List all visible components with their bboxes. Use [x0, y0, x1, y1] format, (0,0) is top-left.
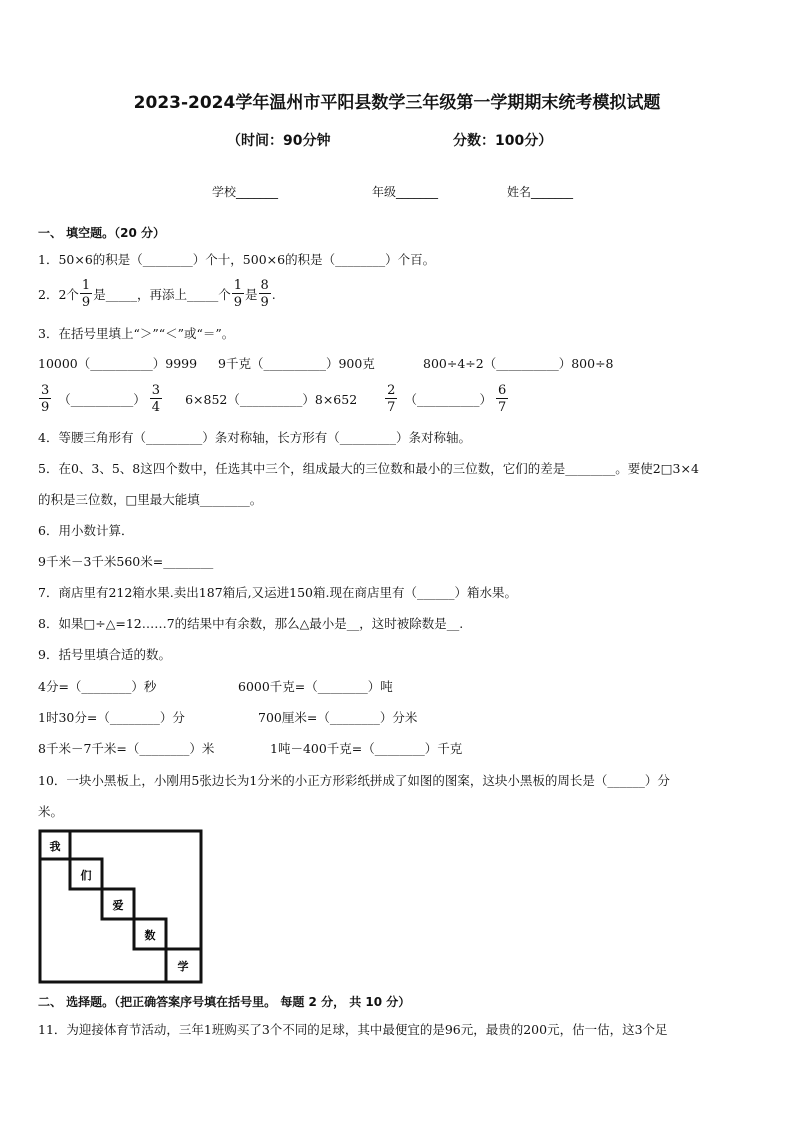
section-2-title: 二、 选择题。（把正确答案序号填在括号里。 每题 2 分， 共 10 分） [38, 995, 411, 1009]
q3-blank-c: （__________） [404, 392, 492, 407]
question-4: 4．等腰三角形有（_________）条对称轴，长方形有（_________）条对称轴。 [38, 430, 471, 445]
q9-item: 1吨－400千克=（________）千克 [270, 741, 463, 756]
square-char: 爱 [112, 899, 124, 912]
q3-compare-2: 9千克（__________）900克 [218, 356, 375, 371]
square-char: 我 [49, 840, 61, 853]
page-title: 2023-2024学年温州市平阳县数学三年级第一学期期末统考模拟试题 [133, 93, 661, 113]
q9-item: 4分=（________）秒 [38, 679, 157, 694]
fraction: $\frac{1}{9}$ [81, 278, 91, 310]
fraction: $\frac{1}{9}$ [233, 278, 242, 310]
question-1: 1．50×6的积是（________）个十，500×6的积是（________）个百。 [38, 252, 436, 267]
question-2 [38, 276, 276, 312]
q9-item: 8千米－7千米=（________）米 [38, 741, 215, 756]
q3-blank-a: （__________） [58, 392, 146, 407]
q3-compare-1: 10000（__________）9999 [38, 356, 198, 371]
q9-item: 6000千克=（________）吨 [238, 679, 393, 694]
q3-compare-3: 800÷4÷2（__________）800÷8 [423, 356, 614, 371]
question-8: 8．如果□÷△=12……7的结果中有余数，那么△最小是__，这时被除数是__. [38, 616, 464, 631]
question-6-line: 9千米－3千米560米=________ [38, 554, 214, 569]
exam-time: （时间：90分钟 [227, 133, 331, 149]
blackboard-figure [38, 829, 204, 985]
question-9-stem: 9．括号里填合适的数。 [38, 647, 171, 662]
q2-text-1: 2．2个 [38, 287, 79, 302]
fraction: $\frac{3}{4}$ [151, 383, 161, 415]
question-5-line-1: 5．在0、3、5、8这四个数中，任选其中三个，组成最大的三位数和最小的三位数，它们的差是________。要使2□3×4 [38, 461, 699, 476]
question-3-stem: 3．在括号里填上“＞”“＜”或“＝”。 [38, 326, 235, 341]
fraction: $\frac{2}{7}$ [387, 383, 396, 415]
q2-text-2: 是_____，再添上_____个 [93, 287, 231, 302]
question-10-line-1: 10．一块小黑板上，小刚用5张边长为1分米的小正方形彩纸拼成了如图的图案，这块小黑板的周长是（______）分 [38, 773, 670, 788]
fraction: $\frac{6}{7}$ [497, 383, 507, 415]
question-3-line-2 [38, 380, 509, 418]
q9-item: 1时30分=（________）分 [38, 710, 185, 725]
fraction: $\frac{3}{9}$ [41, 383, 50, 415]
q9-item: 700厘米=（________）分米 [258, 710, 418, 725]
fraction: $\frac{8}{9}$ [260, 278, 269, 310]
exam-score: 分数：100分） [453, 133, 553, 149]
name-field: 姓名_______ [507, 185, 574, 199]
q2-text-4: . [271, 286, 276, 302]
question-5-line-2: 的积是三位数，□里最大能填________。 [38, 492, 263, 507]
q2-text-3: 是 [244, 287, 258, 302]
square-char: 学 [177, 960, 189, 973]
question-11: 11．为迎接体育节活动，三年1班购买了3个不同的足球，其中最便宜的是96元，最贵的200元，估一估，这3个足 [38, 1022, 668, 1037]
grade-field: 年级_______ [372, 185, 439, 199]
question-6-stem: 6．用小数计算． [38, 523, 134, 538]
question-10-line-2: 米。 [38, 804, 64, 819]
square-char: 们 [80, 869, 92, 882]
school-field: 学校_______ [212, 185, 279, 199]
q3-compare-mid: 6×852（__________）8×652 [185, 392, 358, 407]
square-char: 数 [144, 929, 156, 942]
question-7: 7．商店里有212箱水果.卖出187箱后,又运进150箱.现在商店里有（______）箱水果。 [38, 585, 517, 600]
section-1-title: 一、 填空题。（20 分） [38, 226, 166, 240]
